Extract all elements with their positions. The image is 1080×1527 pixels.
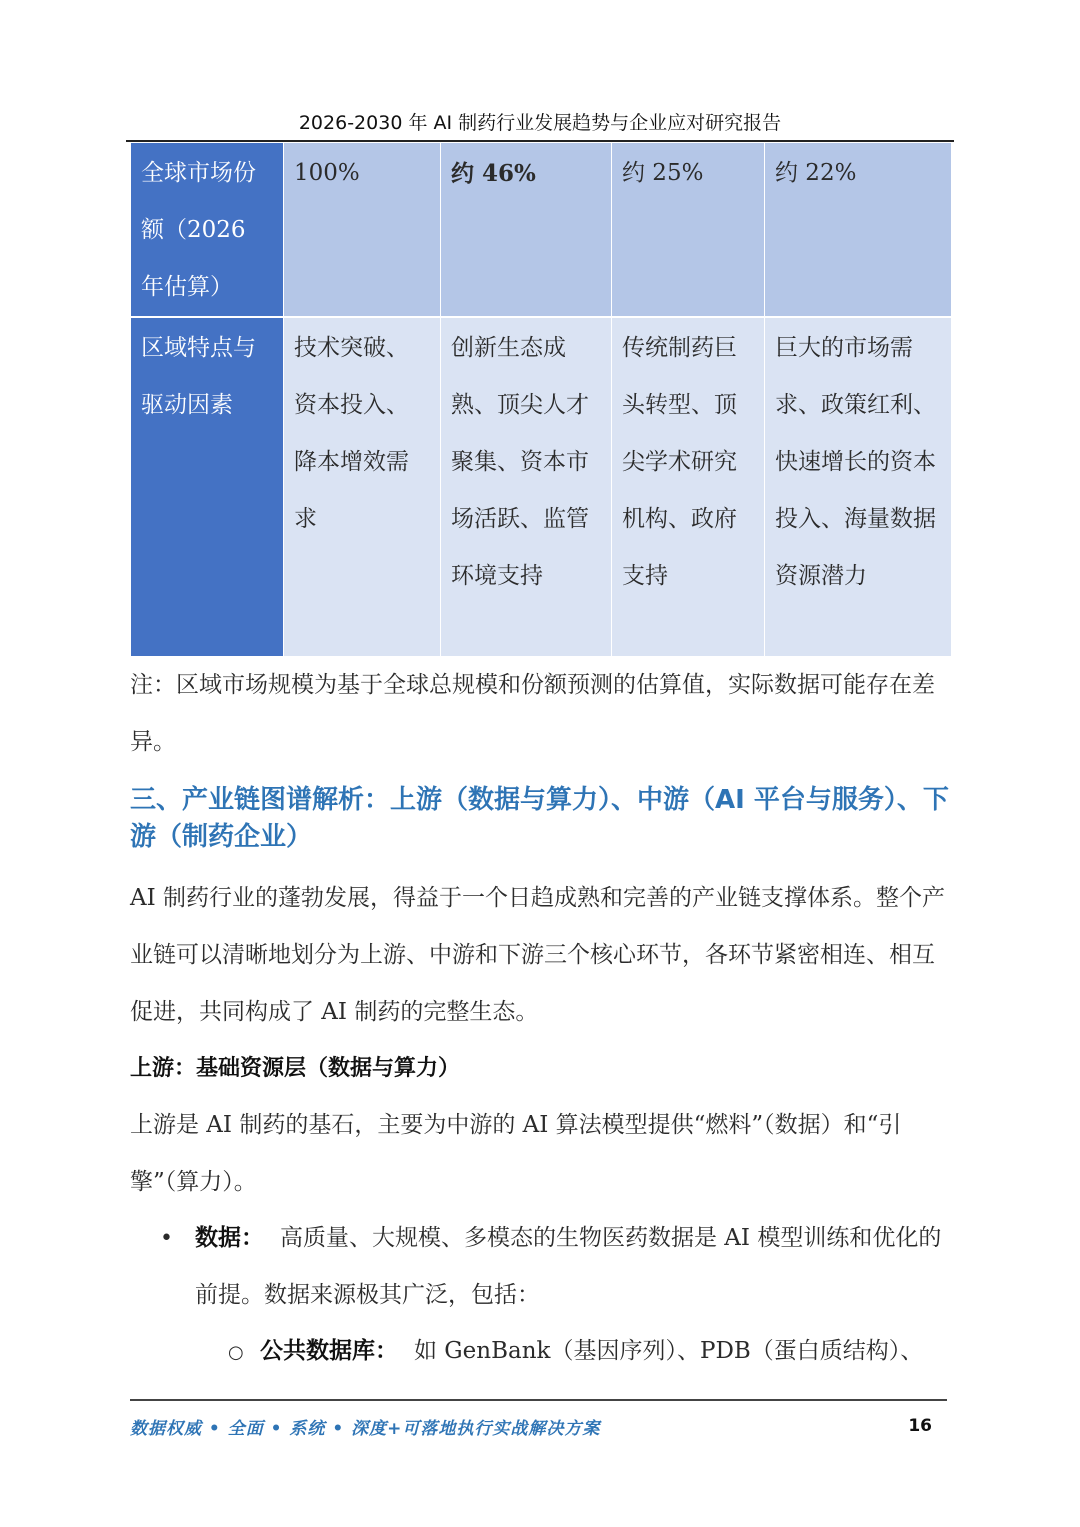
row-header-drivers: 区域特点与驱动因素 (131, 317, 284, 656)
table-cell: 约 22% (765, 143, 952, 317)
intro-paragraph: AI 制药行业的蓬勃发展，得益于一个日趋成熟和完善的产业链支撑体系。整个产业链可以清晰地划分为上游、中游和下游三个核心环节，各环节紧密相连、相互促进，共同构成了 AI 制药的完整生态。 (130, 885, 946, 1025)
table-note: 注：区域市场规模为基于全球总规模和份额预测的估算值，实际数据可能存在差异。 (130, 672, 935, 755)
hollow-bullet-icon: ○ (228, 1342, 244, 1363)
regional-market-table (130, 143, 952, 656)
table-cell: 技术突破、资本投入、降本增效需求 (284, 317, 441, 656)
header-divider (126, 140, 954, 142)
table-row (131, 317, 952, 656)
table-cell: 约 46% (441, 143, 612, 317)
table-cell: 创新生态成熟、顶尖人才聚集、资本市场活跃、监管环境支持 (441, 317, 612, 656)
bullet-label: 数据： (195, 1225, 264, 1251)
table-cell: 100% (284, 143, 441, 317)
row-header-market-share: 全球市场份额（2026 年估算） (131, 143, 284, 317)
section-heading: 三、产业链图谱解析：上游（数据与算力）、中游（AI 平台与服务）、下游（制药企业） (130, 785, 949, 852)
table-cell: 巨大的市场需求、政策红利、快速增长的资本投入、海量数据资源潜力 (765, 317, 952, 656)
table-cell: 传统制药巨头转型、顶尖学术研究机构、政府支持 (612, 317, 765, 656)
bullet-item-data (160, 1210, 952, 1324)
sub-bullet-label: 公共数据库： (260, 1338, 398, 1364)
upstream-paragraph: 上游是 AI 制药的基石，主要为中游的 AI 算法模型提供“燃料”（数据）和“引擎”（算力）。 (130, 1112, 902, 1195)
footer-divider (130, 1399, 947, 1401)
sub-bullet-text: 如 GenBank（基因序列）、PDB（蛋白质结构）、 (414, 1338, 924, 1364)
upstream-heading: 上游：基础资源层（数据与算力） (130, 1056, 461, 1081)
report-title: 2026-2030 年 AI 制药行业发展趋势与企业应对研究报告 (298, 112, 782, 134)
page-number: 16 (908, 1416, 932, 1436)
sub-bullet-item-public-db (228, 1323, 958, 1381)
bullet-icon: • (160, 1226, 173, 1251)
bullet-body (195, 1210, 952, 1324)
bullet-text: 高质量、大规模、多模态的生物医药数据是 AI 模型训练和优化的前提。数据来源极其广泛，包括： (195, 1225, 942, 1308)
table-cell: 约 25% (612, 143, 765, 317)
table-row (131, 143, 952, 317)
footer-slogan: 数据权威 • 全面 • 系统 • 深度+可落地执行实战解决方案 (130, 1419, 601, 1439)
